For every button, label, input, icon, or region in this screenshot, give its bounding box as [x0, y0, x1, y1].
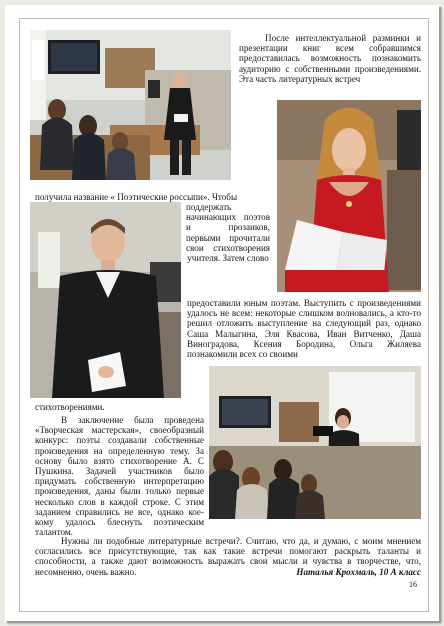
photo-creative-workshop	[209, 366, 421, 519]
magazine-page	[5, 5, 439, 621]
paragraph-workshop: В заключение была проведена «Творческая мастерская», своеобразный конкурс: поэты создавали собственные произведения на определенную тему. За основу было взято стихотворение А. С Пушкина. Задачей участников было придумать собственную интерпретацию произведения, даны были только первые несколько слов в каждой строке. С этим заданием справились не все, однако кое-кому удалось блеснуть поэтическим талантом.	[35, 415, 204, 538]
paragraph-poetic-heading: получила название « Поэтические россыпи». Чтобы	[35, 192, 238, 202]
paragraph-poems-tail: стихотворениями.	[35, 402, 105, 412]
author-signature: Наталья Крохмаль, 10 А класс	[296, 567, 421, 577]
photo-boy-reading	[30, 202, 181, 398]
paragraph-intro: После интеллектуальной разминки и презентации книг всем собравшимся предоставилась возможность познакомить аудиторию с собственными произведениями. Эта часть литературных встреч	[239, 33, 421, 84]
paragraph-young-poets: предоставили юным поэтам. Выступить с произведениями удалось не всем: некоторые слишком волновались, а кто-то решил отложить выступление на следующий раз, однако Саша Малыгина, Эля Квасова, Иван Витченко, Даша Виноградова, Ксения Бородина, Ольга Жиляева познакомили всех со своими	[187, 298, 421, 360]
paragraph-teachers-column: поддержать начинающих поэтов и прозаиков, первыми прочитали свои стихотворения учителя. Затем слово	[186, 202, 270, 264]
photo-girl-reading	[277, 100, 421, 292]
page-number: 16	[409, 580, 417, 589]
photo-classroom-presenter	[30, 30, 231, 180]
paragraph-conclusion: Нужны ли подобные литературные встречи?. Считаю, что да, и думаю, с моим мнением согласились все присутствующие, так как такие встречи помогают раскрыть таланты и способности, а также дают возможность выражать свои мысли и чувства в творчестве, что, несомненно, очень важно.	[35, 536, 421, 577]
